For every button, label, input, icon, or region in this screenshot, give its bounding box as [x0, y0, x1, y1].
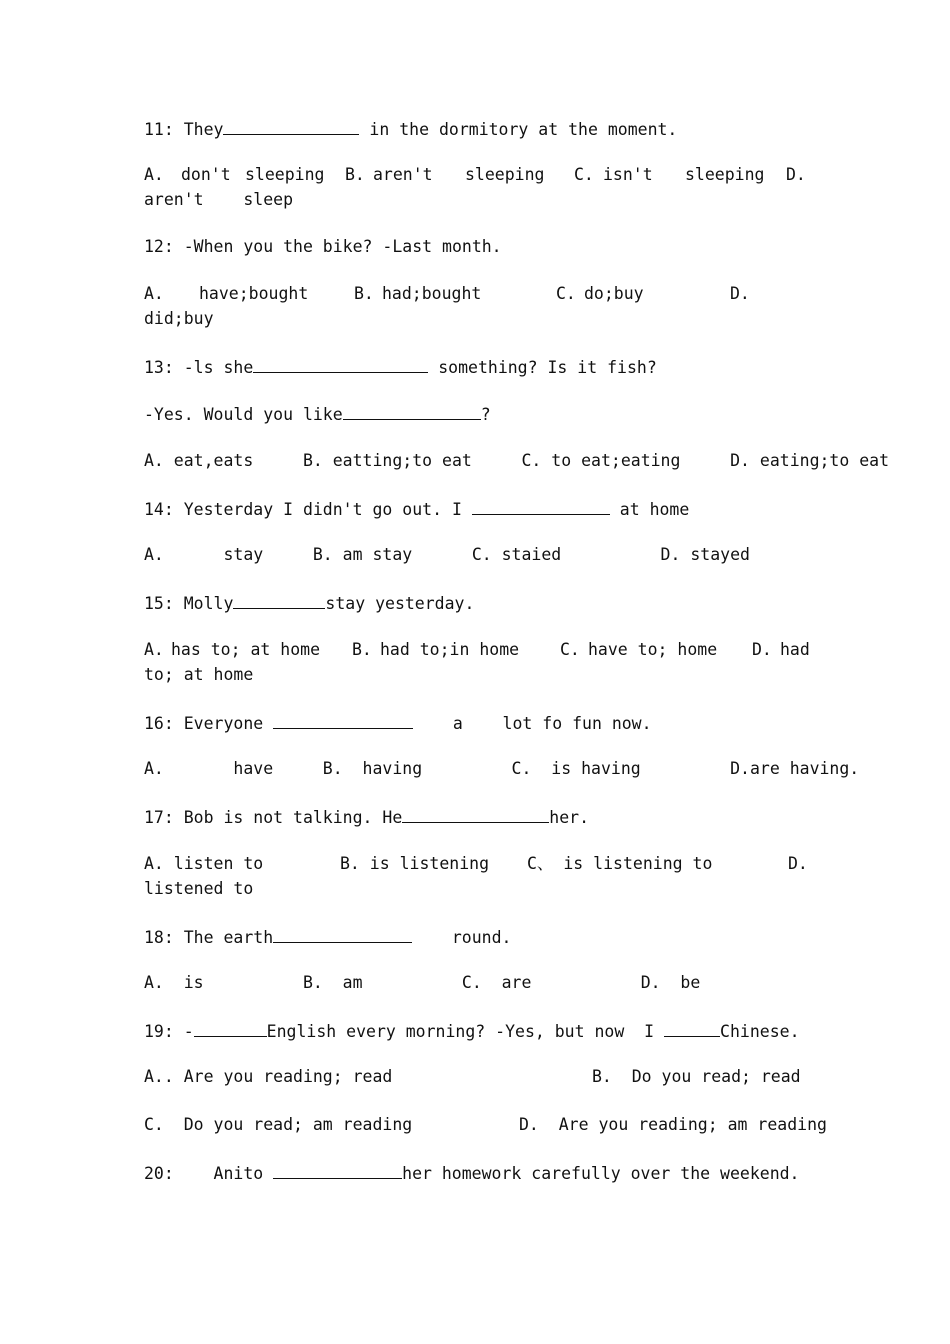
answer-blank[interactable]: [343, 403, 481, 420]
answer-blank[interactable]: [273, 712, 413, 729]
q15-options-wrap: to; at home: [144, 665, 254, 684]
q11-stem: 11: They in the dormitory at the moment.: [144, 120, 678, 139]
answer-blank[interactable]: [273, 1162, 402, 1179]
answer-blank[interactable]: [472, 498, 610, 515]
answer-blank[interactable]: [253, 356, 428, 373]
q13-options: A. eat,eats B. eatting;to eat C. to eat;eating D. eating;to eat: [144, 451, 890, 470]
q13-stem-line2: -Yes. Would you like ?: [144, 405, 491, 424]
q12-options-wrap: did;buy: [144, 309, 214, 328]
q12-stem: 12: -When you the bike? -Last month.: [144, 237, 502, 256]
q17-options-wrap: listened to: [144, 879, 254, 898]
answer-blank[interactable]: [402, 806, 549, 823]
answer-blank[interactable]: [194, 1020, 267, 1037]
q14-stem: 14: Yesterday I didn't go out. I at home: [144, 500, 690, 519]
q18-stem: 18: The earth round.: [144, 928, 512, 947]
q16-stem: 16: Everyone a lot fo fun now.: [144, 714, 652, 733]
answer-blank[interactable]: [273, 926, 412, 943]
q19-stem: 19: - English every morning? -Yes, but now I Chinese.: [144, 1022, 800, 1041]
q14-options: A. stay B. am stay C. staied D. stayed: [144, 545, 750, 564]
q20-stem: 20: Anito her homework carefully over the weekend.: [144, 1164, 800, 1183]
answer-blank[interactable]: [233, 592, 325, 609]
q11-options: A. don't sleeping B. aren't sleeping C. isn't sleeping D.: [144, 165, 806, 184]
q16-options: A. have B. having C. is having D.are having.: [144, 759, 860, 778]
q19-options-ab: A.. Are you reading; read B. Do you read; read: [144, 1067, 801, 1086]
answer-blank[interactable]: [664, 1020, 720, 1037]
q18-options: A. is B. am C. are D. be: [144, 973, 701, 992]
q12-options: A. have;bought B. had;bought C. do;buy D.: [144, 284, 750, 303]
q17-stem: 17: Bob is not talking. He her.: [144, 808, 590, 827]
answer-blank[interactable]: [223, 118, 359, 135]
q15-options: A. has to; at home B. had to;in home C. have to; home D. had: [144, 640, 810, 659]
q17-options: A. listen to B. is listening C、 is listening to D.: [144, 854, 808, 873]
q13-stem: 13: -ls she something? Is it fish?: [144, 358, 657, 377]
q11-options-wrap: aren't sleep: [144, 190, 294, 209]
q15-stem: 15: Molly stay yesterday.: [144, 594, 475, 613]
q19-options-cd: C. Do you read; am reading D. Are you reading; am reading: [144, 1115, 827, 1134]
